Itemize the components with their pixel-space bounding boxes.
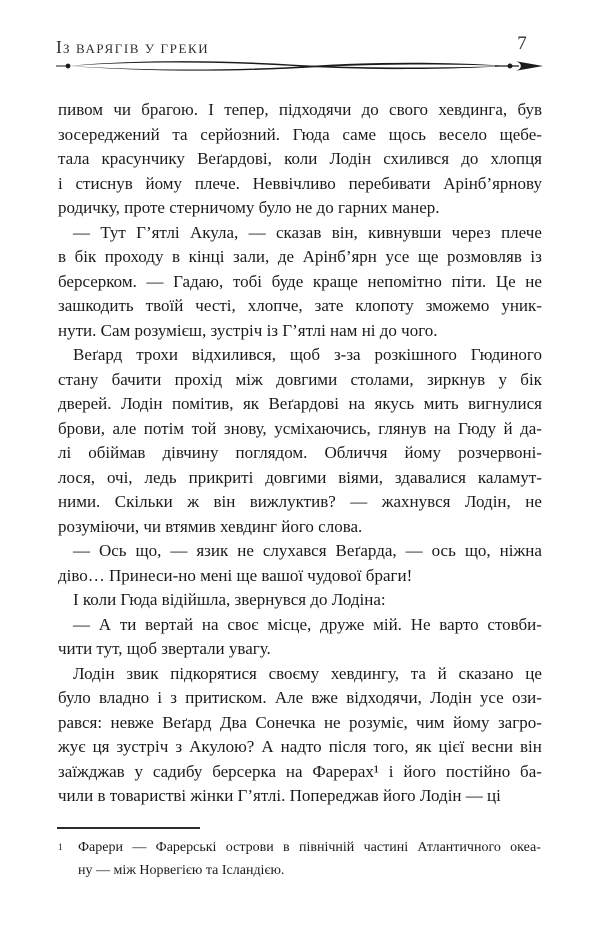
text-line: ну — між Норвегією та Ісландією. xyxy=(78,862,285,878)
text-line: брови, але потім той знову, усміхаючись, глянув на Гюду й да- xyxy=(58,418,542,438)
text-line: і стиснув йому плече. Неввічливо перебивати Арінб’ярнову xyxy=(58,173,542,193)
text-line: пивом чи брагою. І тепер, підходячи до свого хевдинга, був xyxy=(58,100,542,119)
text-line: нути. Сам розумієш, зустріч із Г’ятлі нам ні до чого. xyxy=(58,320,438,340)
footnote-marker: 1 xyxy=(58,843,63,853)
text-line: заїжджав у садибу берсерка на Фарерах¹ і його постійно ба- xyxy=(58,761,542,781)
text-line: лі обіймав дівчину поглядом. Обличчя йому розчервоні- xyxy=(58,443,542,462)
footnote-separator xyxy=(57,827,200,829)
text-line: І коли Гюда відійшла, звернувся до Лодіна: xyxy=(73,590,386,609)
paragraph xyxy=(58,588,542,613)
text-line: зашкодить твоїй честі, хлопче, зате клопоту зможемо уник- xyxy=(58,296,542,315)
text-line: дверей. Лодін помітив, як Веґардові на якусь мить вигнулися xyxy=(58,394,542,413)
text-line: ними. Скільки ж він вижлуктив? — жахнувся Лодін, не xyxy=(58,492,542,511)
paragraph xyxy=(58,539,542,588)
text-line: рався: невже Веґард Два Сонечка не розуміє, чим йому загро- xyxy=(58,712,542,732)
paragraph xyxy=(58,98,542,221)
text-line: Фарери — Фарерські острови в північній частині Атлантичного океа- xyxy=(78,840,541,855)
text-line: чили в товаристві жінки Г’ятлі. Попереджав його Лодін — ці xyxy=(58,786,501,805)
text-line: берсерком. — Гадаю, тобі буде краще непомітно піти. Це не xyxy=(58,271,542,291)
footnote-lines xyxy=(78,837,541,882)
text-line: зосереджений та серйозний. Гюда саме щось весело щебе- xyxy=(58,124,542,144)
text-line: — Тут Г’ятлі Акула, — сказав він, кивнувши через плече xyxy=(73,222,542,242)
paragraph xyxy=(58,221,542,344)
text-line: діво… Принеси-но мені ще вашої чудової браги! xyxy=(58,565,413,585)
text-line: лося, очі, ледь прикриті довгими віями, здавалися каламут- xyxy=(58,467,542,487)
page-number: 7 xyxy=(517,33,527,54)
text-line: — Ось що, — язик не слухався Веґарда, — ось що, ніжна xyxy=(73,541,542,560)
paragraph xyxy=(58,662,542,809)
ornamental-divider-icon xyxy=(55,58,547,74)
text-line: стану бачити прохід між довгими столами, зиркнув у бік xyxy=(58,369,542,389)
paragraph xyxy=(58,613,542,662)
text-line: — А ти вертай на своє місце, друже мій. Не варто стовби- xyxy=(73,614,542,634)
running-header-title: ІЗ ВАРЯГІВ У ГРЕКИ xyxy=(56,37,210,57)
paragraph xyxy=(58,343,542,539)
text-line: чити тут, щоб звертали увагу. xyxy=(58,639,271,658)
text-line: Лодін звик підкорятися своєму хевдингу, та й сказано це xyxy=(73,663,542,683)
text-line: було владно і з притиском. Але вже відходячи, Лодін усе ози- xyxy=(58,688,542,707)
text-line: тала красунчику Веґардові, коли Лодін схилився до хлопця xyxy=(58,149,542,168)
text-line: Веґард трохи відхилився, щоб з-за розкішного Гюдиного xyxy=(73,345,542,364)
text-line: розуміючи, чи втямив хевдинг його слова. xyxy=(58,516,363,536)
body-text xyxy=(58,98,542,809)
text-line: родичку, проте стерничому було не до гарних манер. xyxy=(58,198,440,217)
footnote xyxy=(57,837,541,882)
text-line: жує ця зустріч з Акулою? А надто після того, як цієї весни він xyxy=(58,737,542,756)
text-line: в бік проходу в кінці зали, де Арінб’ярн усе ще розмовляв із xyxy=(58,247,542,266)
